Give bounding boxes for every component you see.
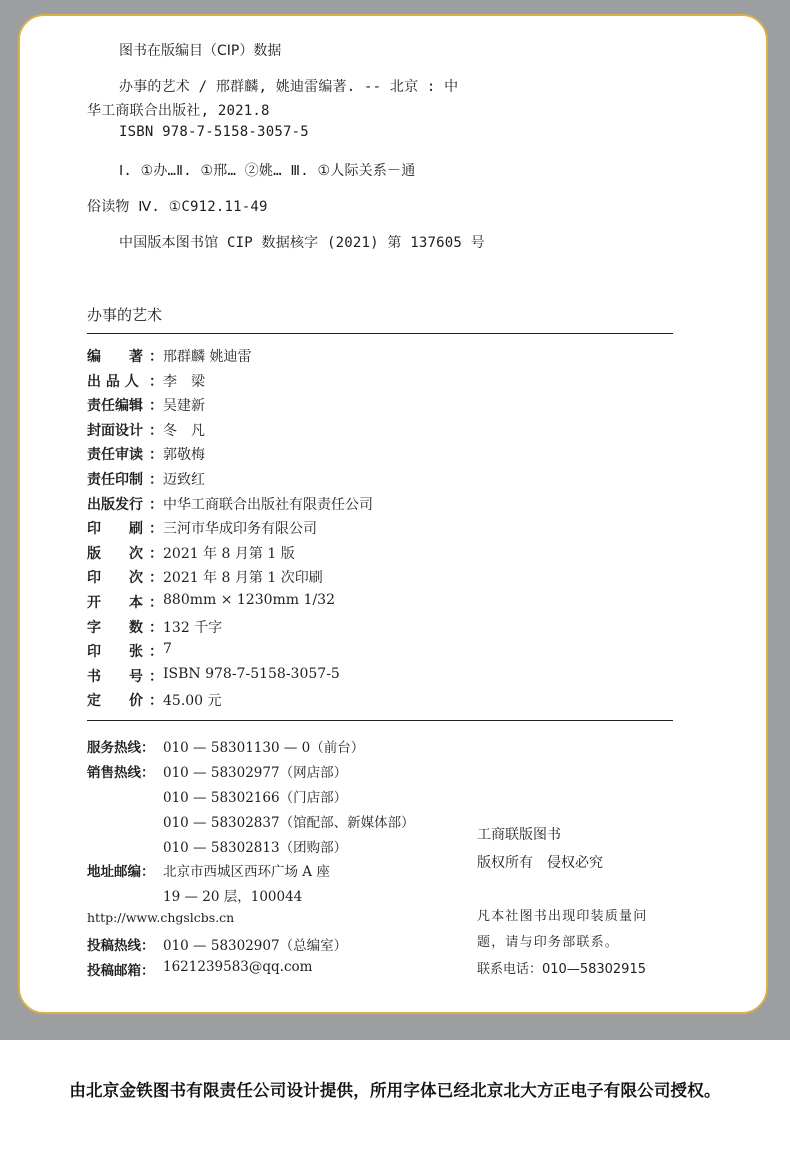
detail-label-colon: ： [149,349,163,365]
sales-hotline-row [87,836,347,856]
sales-hotline-value: 010 — 58302166（门店部） [163,790,348,806]
detail-row [87,543,295,565]
address-row [87,885,302,905]
detail-row [87,592,335,614]
cip-line-5: 俗读物 Ⅳ. ①C912.11-49 [87,199,268,215]
detail-row [87,518,317,540]
detail-row [87,444,205,466]
detail-label-colon: ： [149,693,163,710]
detail-label [87,690,163,712]
cip-line-6: 中国版本图书馆 CIP 数据核字 (2021) 第 137605 号 [119,235,485,251]
detail-value: 2021 年 8 月第 1 次印刷 [163,570,323,587]
label-spacer [87,885,163,905]
detail-label-text: 印 次 [87,570,143,587]
submission-hotline-value: 010 — 58302907（总编室） [163,938,348,954]
sales-hotline-row [87,761,347,781]
detail-label-text: 印 张 [87,644,143,661]
service-hotline-label: 服务热线： [87,740,155,756]
detail-row [87,395,205,417]
detail-label-colon: ： [149,570,163,587]
detail-value: 李 梁 [163,373,205,390]
footer-credit: 由北京金铁图书有限责任公司设计提供，所用字体已经北京北大方正电子有限公司授权。 [69,1081,721,1100]
detail-label-colon: ： [149,521,163,538]
detail-value: 迈致红 [163,472,205,488]
label-spacer [87,811,163,831]
detail-label-text: 责任编辑 [87,398,143,415]
detail-row [87,371,205,393]
detail-label [87,494,163,516]
copyright-page-card [18,14,768,1014]
detail-row [87,617,222,639]
detail-value: 三河市华成印务有限公司 [163,521,317,538]
website-row [87,910,234,925]
detail-label [87,444,163,466]
detail-label-text: 印 刷 [87,521,143,538]
quality-notice-line-2: 题，请与印务部联系。 [477,935,620,950]
detail-row [87,567,323,589]
cip-line-3: ISBN 978-7-5158-3057-5 [119,124,309,140]
detail-label [87,371,163,393]
detail-row [87,690,222,712]
label-spacer [87,836,163,856]
detail-row [87,494,373,516]
sales-hotline-value: 010 — 58302837（馆配部、新媒体部） [163,815,415,831]
divider-bottom [87,720,673,721]
sales-hotline-label: 销售热线： [87,765,155,781]
detail-label-text: 出版发行 [87,496,143,513]
address-line-2: 19 — 20 层，100044 [163,889,303,905]
detail-label-colon: ： [149,373,163,390]
sales-hotline-row [87,811,415,831]
detail-label-colon: ： [149,595,163,611]
detail-label [87,567,163,589]
sales-hotline-value: 010 — 58302977（网店部） [163,765,348,781]
detail-value: 45.00 元 [163,693,222,710]
detail-value: ISBN 978-7-5158-3057-5 [163,665,340,682]
detail-label-text: 版 次 [87,545,143,562]
detail-label [87,666,163,688]
detail-label [87,420,163,442]
detail-label-colon: ： [149,619,163,636]
cip-line-2: 华工商联合出版社, 2021.8 [87,103,270,119]
cip-title: 图书在版编目（CIP）数据 [119,43,282,59]
detail-label [87,617,163,639]
detail-label [87,395,163,417]
rights-line-1: 工商联版图书 [477,827,561,843]
sales-hotline-row [87,786,347,806]
detail-label-colon: ： [149,398,163,415]
detail-value: 132 千字 [163,619,223,636]
submission-email-value[interactable]: 1621239583@qq.com [163,959,313,975]
detail-value: 冬 凡 [163,422,205,439]
detail-label-colon: ： [149,644,163,661]
detail-row [87,346,251,368]
detail-label-colon: ： [149,472,163,488]
detail-label-text: 责任印制 [87,472,143,488]
submission-email-row [87,959,312,979]
service-hotline-row [87,736,364,756]
detail-label-text: 编 著 [87,349,143,365]
divider-top [87,333,673,334]
detail-row [87,469,205,491]
detail-label-colon: ： [149,668,163,685]
submission-email-label: 投稿邮箱： [87,963,155,979]
detail-label-text: 定 价 [87,693,143,710]
detail-row [87,666,340,688]
detail-label [87,641,163,663]
detail-label-text: 书 号 [87,668,143,685]
detail-row [87,420,205,442]
detail-label [87,592,163,614]
label-spacer [87,786,163,806]
quality-notice-line-1: 凡本社图书出现印装质量问 [477,909,648,924]
detail-label [87,518,163,540]
detail-label-colon: ： [149,545,163,562]
detail-value: 7 [163,641,172,658]
website-link[interactable]: http://www.chgslcbs.cn [87,910,235,925]
detail-label-text: 责任审读 [87,447,143,464]
address-line-1: 北京市西城区西环广场 A 座 [163,864,330,880]
detail-label-colon: ： [149,447,163,464]
address-row [87,860,330,880]
address-label: 地址邮编： [87,864,155,880]
detail-label-text: 开 本 [87,595,143,611]
detail-label-text: 出 品 人 [87,373,139,390]
detail-value: 邢群麟 姚迪雷 [163,349,252,365]
detail-value: 吴建新 [163,398,205,415]
detail-value: 中华工商联合出版社有限责任公司 [163,496,373,513]
detail-value: 郭敬梅 [163,447,205,464]
detail-value: 880mm × 1230mm 1/32 [163,592,335,608]
detail-label-colon: ： [149,496,163,513]
book-title: 办事的艺术 [87,306,163,324]
detail-value: 2021 年 8 月第 1 版 [163,545,295,562]
cip-line-1: 办事的艺术 / 邢群麟, 姚迪雷编著. -- 北京 : 中 [119,79,459,95]
detail-label-colon: ： [149,422,163,439]
submission-hotline-row [87,934,347,954]
sales-hotline-value: 010 — 58302813（团购部） [163,840,348,856]
detail-label [87,543,163,565]
detail-label [87,469,163,491]
service-hotline-value: 010 — 58301130 — 0（前台） [163,740,365,756]
detail-label-text: 封面设计 [87,422,143,439]
submission-hotline-label: 投稿热线： [87,938,155,954]
rights-line-2: 版权所有 侵权必究 [477,855,603,871]
cip-line-4: Ⅰ. ①办…Ⅱ. ①邢… ②姚… Ⅲ. ①人际关系－通 [119,163,416,179]
detail-label [87,346,163,368]
detail-row [87,641,172,663]
quality-contact-phone: 联系电话：010—58302915 [477,962,646,977]
detail-label-text: 字 数 [87,619,143,636]
